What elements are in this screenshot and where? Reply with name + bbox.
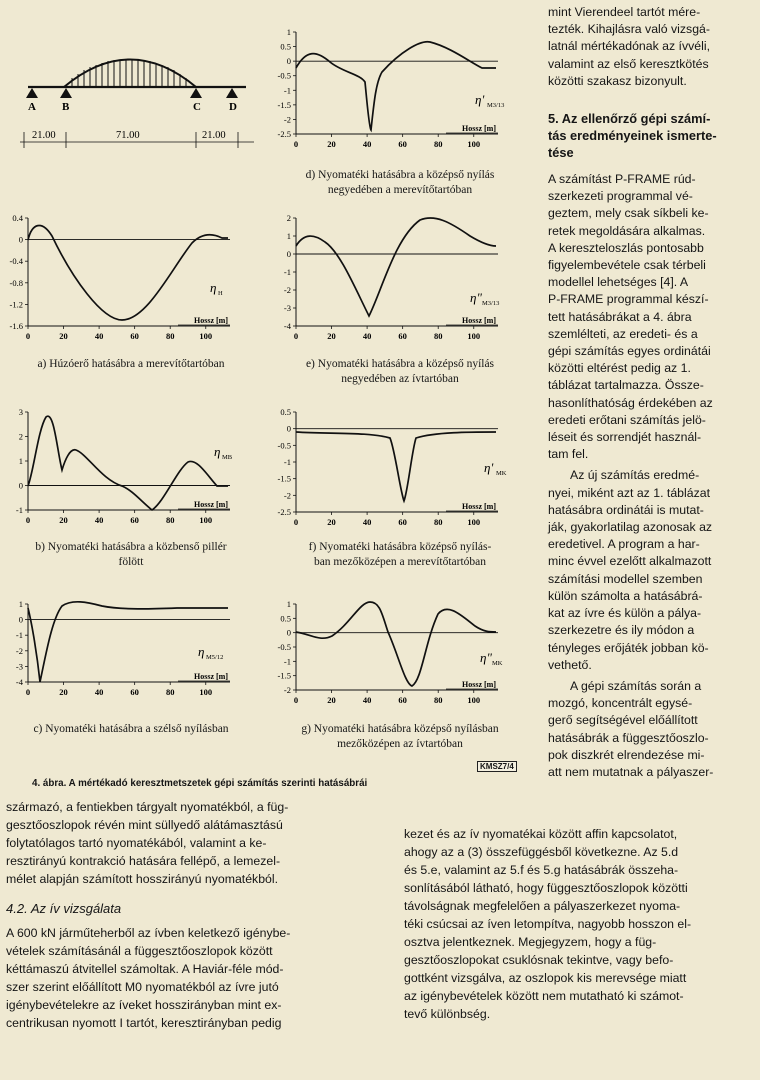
caption-d-line1: d) Nyomatéki hatásábra a középső nyílás (305, 169, 495, 181)
x-tick-label: 100 (199, 515, 213, 525)
x-tick-label: 40 (362, 517, 372, 527)
y-tick-label: 1 (286, 599, 291, 609)
right-para-1: A számítást P-FRAME rúd- szerkezeti programmal vé- geztem, mely csak síkbeli ke- retek megoldására alkalmas. A kereszteloszlás pontosabb figyelembevétele csak térbeli modellel lehetséges [4]. A P-FRAME programmal készí- tett hatásábrákat a 4. ábra szemlélteti, az eredeti- és a gépi számítás egyes ordinátái közötti eltérést pedig az 1. táblázat tartalmazza. Össze- hasonlíthatóság érdekében az eredeti erőtani számítás jelö- léseit és sorrendjét használ- tam fel. (548, 172, 713, 462)
chart-b (2, 400, 267, 530)
y-tick-label: -1.5 (277, 670, 291, 681)
eta-label: η" (480, 650, 492, 665)
x-tick-label: 0 (293, 139, 299, 149)
caption-g (270, 722, 530, 752)
y-tick-label: 0 (18, 234, 23, 245)
caption-d-line2: negyedében a merevítőtartóban (327, 184, 473, 196)
y-tick-label: 1 (18, 599, 23, 609)
x-tick-label: 60 (130, 515, 139, 525)
span-label-3: 21.00 (202, 130, 226, 141)
y-tick-label: 2 (286, 213, 291, 223)
caption-g-line2: mezőközépen az ívtartóban (337, 738, 463, 750)
influence-line-curve (296, 218, 496, 316)
x-tick-label: 60 (398, 139, 407, 149)
x-tick-label: 40 (94, 331, 104, 341)
x-tick-label: 20 (59, 687, 68, 697)
x-tick-label: 20 (59, 515, 68, 525)
caption-f-line1: f) Nyomatéki hatásábra középső nyílás- (308, 541, 492, 553)
y-tick-label: 3 (18, 407, 23, 417)
x-tick-label: 60 (398, 695, 407, 705)
x-tick-label: 60 (130, 687, 139, 697)
y-tick-label: -1 (283, 457, 291, 467)
y-tick-label: 0 (286, 249, 291, 259)
caption-g-line1: g) Nyomatéki hatásábra középső nyílásban (301, 723, 499, 735)
eta-label: η (198, 644, 205, 659)
y-tick-label: -2.5 (277, 129, 291, 139)
y-tick-label: 2 (18, 431, 23, 442)
eta-subscript: MB (222, 454, 233, 461)
x-tick-label: 100 (467, 331, 481, 341)
eta-subscript: MK (496, 470, 507, 477)
y-tick-label: -2 (283, 490, 291, 501)
y-tick-label: -0.8 (9, 277, 23, 288)
eta-subscript: MK (492, 660, 503, 667)
x-axis-label: Hossz [m] (194, 500, 228, 509)
x-tick-label: 80 (165, 331, 175, 341)
y-tick-label: -0.5 (277, 642, 291, 652)
influence-line-curve (296, 602, 496, 686)
y-tick-label: 0.5 (280, 407, 291, 417)
y-tick-label: 0.5 (280, 613, 291, 624)
caption-b-line2: fölött (118, 556, 144, 568)
bottom-left-para-2: A 600 kN járműteherből az ívben keletkező igénybe- vételek számításánál a függesztőoszlopok között kéttámaszú átvitellel számoltak. A Haviár-féle mód- szer szerint előállított M0 nyomatékból az ívre jutó igénybevételekre az íveket hosszirányban mint ex- centrikusan nyomott I tartót, keresztirányban pedig (6, 926, 291, 1030)
y-tick-label: -3 (283, 303, 291, 313)
x-tick-label: 0 (25, 687, 31, 697)
x-tick-label: 0 (25, 515, 31, 525)
y-tick-label: 0 (286, 627, 291, 638)
y-tick-label: -1 (15, 505, 23, 515)
x-axis-label: Hossz [m] (194, 672, 228, 681)
caption-f (270, 540, 530, 570)
x-tick-label: 100 (199, 687, 213, 697)
support-label-c: C (193, 101, 201, 113)
x-tick-label: 40 (94, 515, 104, 525)
right-para-3: A gépi számítás során a mozgó, koncentrált egysé- gerő segítségével előállított hatásábrák a függesztőoszlo- pok diszkrét elrendezése mi- att nem mutatnak a pályaszer- (548, 678, 714, 779)
y-tick-label: -2 (283, 114, 291, 125)
y-tick-label: -4 (15, 677, 23, 687)
y-tick-label: 0 (18, 480, 23, 491)
x-tick-label: 20 (327, 695, 336, 705)
caption-e (270, 357, 530, 387)
x-tick-label: 80 (433, 331, 443, 341)
x-tick-label: 0 (293, 517, 299, 527)
y-tick-label: 1 (18, 456, 23, 466)
x-axis-label: Hossz [m] (462, 124, 496, 133)
x-tick-label: 80 (165, 687, 175, 697)
y-tick-label: 0 (286, 56, 291, 67)
chart-a (2, 208, 267, 343)
y-tick-label: 0.5 (280, 41, 291, 52)
y-tick-label: 0 (18, 614, 23, 625)
y-tick-label: -2 (283, 285, 291, 295)
x-tick-label: 60 (398, 517, 407, 527)
y-tick-label: -1 (15, 630, 23, 641)
y-tick-label: 0 (286, 423, 291, 434)
x-tick-label: 0 (293, 331, 299, 341)
caption-b-line1: b) Nyomatéki hatásábra a közbenső pillér (35, 541, 227, 553)
bottom-right-text (404, 825, 754, 1023)
section-4-2-title: 4.2. Az ív vizsgálata (6, 901, 122, 916)
x-tick-label: 40 (362, 695, 372, 705)
bottom-left-text (6, 798, 398, 1032)
chart-e (270, 208, 535, 343)
x-tick-label: 20 (327, 331, 336, 341)
eta-label: η' (475, 92, 485, 107)
eta-label: η (210, 280, 217, 295)
support-label-a: A (28, 101, 36, 113)
x-axis-label: Hossz [m] (462, 502, 496, 511)
caption-e-line1: e) Nyomatéki hatásábra a középső nyílás (305, 358, 495, 370)
chart-f (270, 400, 535, 530)
influence-line-curve (28, 416, 228, 510)
x-tick-label: 0 (25, 331, 31, 341)
bottom-left-para-1: származó, a fentiekben tárgyalt nyomatékból, a füg- gesztőoszlopok révén mint süllyedő alátámasztású folytatólagos tartó nyomatékából, valamint a ke- resztirányú kontrakció hatására fellépő, a lemezel- mélet alapján számított hosszirányú nyomatékból. (6, 800, 289, 886)
y-tick-label: -1.5 (277, 473, 291, 484)
eta-label: η' (484, 460, 494, 475)
caption-c (0, 722, 262, 737)
influence-line-curve (296, 432, 496, 501)
x-tick-label: 80 (165, 515, 175, 525)
x-tick-label: 60 (130, 331, 139, 341)
support-label-d: D (229, 101, 237, 113)
eta-subscript: M5/12 (206, 654, 224, 661)
section-5-heading: 5. Az ellenőrző gépi számí- tás eredményeinek ismerte- tése (548, 111, 717, 161)
right-column-text (548, 4, 754, 781)
eta-subscript: H (218, 290, 223, 297)
y-tick-label: -1.5 (277, 99, 291, 110)
x-tick-label: 20 (59, 331, 68, 341)
x-axis-label: Hossz [m] (462, 316, 496, 325)
y-tick-label: -4 (283, 321, 291, 331)
span-label-2: 71.00 (116, 130, 140, 141)
y-tick-label: -1.6 (9, 321, 23, 331)
bottom-right-para: kezet és az ív nyomatékai között affin kapcsolatot, ahogy az a (3) összefüggésből következne. Az 5.d és 5.e, valamint az 5.f és 5.g hatásábrák összeha- sonlításából látható, hogy függesztőoszlopok közötti távolságnak megfelelően a pályaszerkezet nyoma- téki csúcsai az íven letompítva, nagyobb hosszon el- osztva jelentkeznek. Megjegyzem, hogy a füg- gesztőoszlopokat csuklósnak tekintve, vagy befo- gottként vizsgálva, az oszlopok kis merevsége miatt az igénybevételek között nem mutatható ki számot- tevő különbség. (404, 827, 692, 1021)
y-tick-label: -2 (15, 645, 23, 656)
y-tick-label: -1 (283, 267, 291, 277)
y-tick-label: -1 (283, 85, 291, 96)
eta-subscript: M3/13 (482, 300, 500, 307)
right-intro: mint Vierendeel tartót mére- tezték. Kihajlásra való vizsgá- latnál mértékadónak az ívvéli, valamint az első keresztkötés közötti szakasz bizonyult. (548, 5, 710, 88)
y-tick-label: -2 (283, 685, 291, 695)
figure-badge: KMSZ7/4 (477, 761, 517, 772)
y-tick-label: 0.4 (12, 213, 23, 223)
caption-f-line2: ban mezőközépen a merevítőtartóban (313, 556, 487, 568)
y-tick-label: -2.5 (277, 507, 291, 517)
y-tick-label: -0.4 (9, 256, 23, 267)
y-tick-label: -0.5 (277, 70, 291, 81)
x-tick-label: 40 (362, 331, 372, 341)
influence-line-curve (296, 42, 496, 130)
x-axis-label: Hossz [m] (462, 680, 496, 689)
x-tick-label: 40 (94, 687, 104, 697)
x-tick-label: 80 (433, 517, 443, 527)
caption-b (0, 540, 262, 570)
caption-a-line1: a) Húzóerő hatásábra a merevítőtartóban (37, 358, 225, 370)
x-tick-label: 40 (362, 139, 372, 149)
x-tick-label: 80 (433, 695, 443, 705)
figure-title: 4. ábra. A mértékadó keresztmetszetek gépi számítás szerinti hatásábrái (32, 778, 368, 789)
y-tick-label: 1 (286, 27, 291, 37)
chart-g (270, 594, 535, 712)
support-label-b: B (62, 101, 70, 113)
influence-line-curve (28, 602, 228, 682)
right-para-2: Az új számítás eredmé- nyei, miként azt az 1. táblázat hatásábra ordinátái is mutat- ják, gyakorlatilag azonosak az eredetivel. A program a har- minc évvel ezelőtt alkalmazott számítási modellel szemben külön számolta a hatásábrá- kat az ívre és külön a pálya- szerkezetre és ily módon a tényleges erőjáték jobban kö- vethető. (548, 468, 713, 672)
beam-diagram (14, 40, 264, 160)
x-tick-label: 100 (467, 517, 481, 527)
x-tick-label: 100 (467, 139, 481, 149)
x-axis-label: Hossz [m] (194, 316, 228, 325)
x-tick-label: 80 (433, 139, 443, 149)
y-tick-label: -0.5 (277, 440, 291, 451)
eta-label: η (214, 444, 221, 459)
chart-c (2, 594, 267, 712)
caption-c-line1: c) Nyomatéki hatásábra a szélső nyílásban (33, 723, 229, 735)
caption-d (270, 168, 530, 198)
y-tick-label: -3 (15, 661, 23, 672)
y-tick-label: -1.2 (9, 299, 23, 310)
caption-e-line2: negyedében az ívtartóban (341, 373, 459, 385)
caption-a (0, 357, 262, 372)
chart-d (270, 22, 535, 160)
x-tick-label: 60 (398, 331, 407, 341)
span-label-1: 21.00 (32, 130, 56, 141)
x-tick-label: 20 (327, 517, 336, 527)
x-tick-label: 20 (327, 139, 336, 149)
y-tick-label: 1 (286, 231, 291, 241)
x-tick-label: 100 (199, 331, 213, 341)
y-tick-label: -1 (283, 656, 291, 667)
x-tick-label: 0 (293, 695, 299, 705)
eta-subscript: M3/13 (487, 102, 505, 109)
eta-label: η" (470, 290, 482, 305)
x-tick-label: 100 (467, 695, 481, 705)
